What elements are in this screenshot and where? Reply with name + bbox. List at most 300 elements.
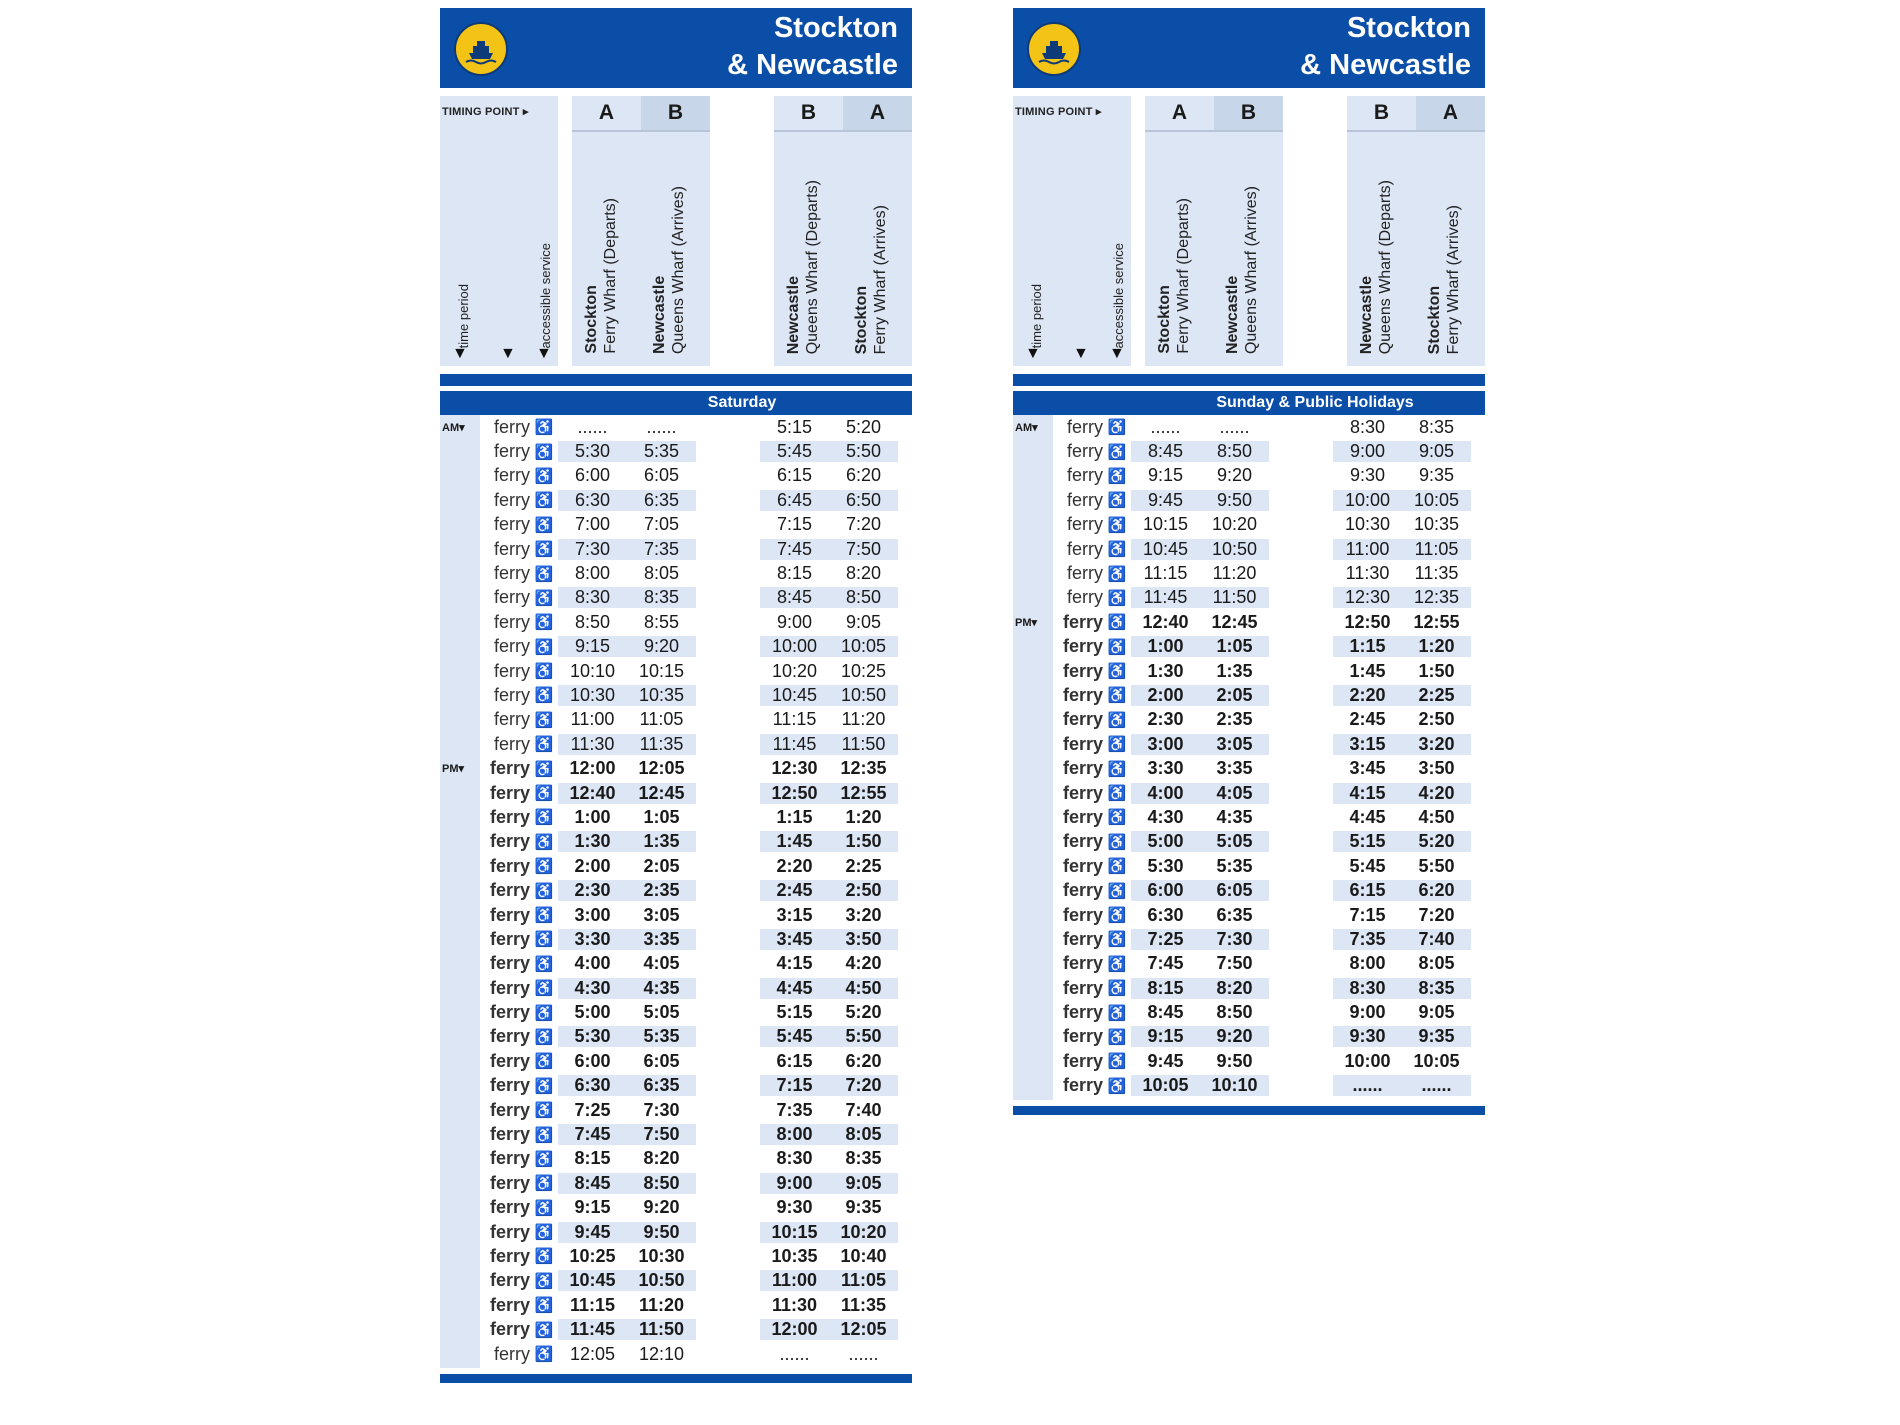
time-cell: 2:00	[1131, 685, 1200, 706]
transport-mode: ferry	[489, 1294, 530, 1315]
time-cell: 9:00	[1333, 441, 1402, 462]
transport-mode: ferry	[1062, 660, 1103, 681]
wheelchair-icon: ♿	[1107, 1077, 1127, 1095]
time-cell: 11:15	[1143, 563, 1188, 584]
time-cell: 10:45	[558, 1270, 627, 1291]
wheelchair-icon: ♿	[1107, 614, 1127, 632]
time-cell: 10:10	[569, 660, 616, 681]
timing-letter: B	[1373, 101, 1390, 124]
time-cell: 3:00	[1131, 734, 1200, 755]
transport-mode: ferry	[489, 1319, 530, 1340]
wheelchair-icon: ♿	[534, 882, 554, 900]
accessible-service-label: accessible service	[538, 242, 553, 348]
stop-label: Newcastle Queens Wharf (Arrives)	[651, 185, 687, 354]
table-row	[440, 1293, 912, 1317]
time-cell: 9:20	[643, 1197, 680, 1218]
time-cell: 4:20	[845, 953, 882, 974]
time-cell: 12:10	[638, 1343, 685, 1364]
time-cell: 12:35	[1402, 587, 1471, 608]
transport-mode: ferry	[1067, 489, 1103, 510]
time-cell: 4:15	[1333, 783, 1402, 804]
wheelchair-icon: ♿	[534, 711, 554, 729]
table-row	[1013, 415, 1485, 439]
wheelchair-icon: ♿	[1107, 907, 1127, 924]
time-cell: 8:45	[1147, 1002, 1184, 1023]
time-cell: 7:30	[1200, 929, 1269, 950]
transport-mode: ferry	[494, 1343, 530, 1364]
time-cell: 4:50	[1418, 806, 1455, 827]
time-cell: 12:55	[1413, 611, 1460, 632]
time-cell: 12:45	[1211, 611, 1258, 632]
table-row	[440, 659, 912, 683]
time-cell: 1:20	[1402, 636, 1471, 657]
time-cell: 8:45	[558, 1173, 627, 1194]
time-period-marker: PM▾	[1015, 616, 1038, 629]
time-cell: 5:30	[558, 441, 627, 462]
time-cell: 9:30	[1333, 1026, 1402, 1047]
wheelchair-icon: ♿	[534, 1028, 554, 1046]
time-cell: 7:20	[845, 514, 882, 535]
time-cell: 1:00	[1131, 636, 1200, 657]
table-row	[1013, 1049, 1485, 1073]
time-cell: 7:50	[627, 1124, 696, 1145]
timing-point-label: TIMING POINT ▸	[1015, 106, 1102, 118]
time-cell: 7:50	[829, 539, 898, 560]
time-cell: 10:30	[638, 1245, 685, 1266]
down-arrow-icon: ▼	[452, 345, 468, 362]
time-cell: 9:45	[558, 1222, 627, 1243]
table-row	[440, 1244, 912, 1268]
timetable-saturday	[440, 8, 912, 1383]
time-cell: 11:35	[1414, 563, 1459, 584]
time-cell: 5:00	[1131, 831, 1200, 852]
transport-mode: ferry	[489, 782, 530, 803]
time-cell: 9:00	[760, 1173, 829, 1194]
transport-mode: ferry	[1062, 953, 1103, 974]
time-cell: 2:25	[1402, 685, 1471, 706]
transport-mode: ferry	[1067, 514, 1103, 535]
time-cell: 12:55	[829, 783, 898, 804]
time-cell: 1:35	[1216, 660, 1253, 681]
timetable-rows	[1013, 415, 1485, 1100]
table-row	[440, 1171, 912, 1195]
wheelchair-icon: ♿	[1107, 687, 1127, 705]
time-cell: 6:15	[776, 1050, 813, 1071]
wheelchair-icon: ♿	[1107, 1028, 1127, 1046]
time-cell: 5:30	[1147, 855, 1184, 876]
transport-mode: ferry	[1062, 733, 1103, 754]
time-cell: 2:20	[1333, 685, 1402, 706]
wheelchair-icon: ♿	[534, 931, 554, 949]
wheelchair-icon: ♿	[1107, 955, 1127, 973]
down-arrow-icon: ▼	[1025, 345, 1041, 362]
time-cell: 4:00	[1131, 783, 1200, 804]
time-cell: 2:35	[627, 880, 696, 901]
time-cell: 11:35	[627, 734, 696, 755]
time-cell: 11:50	[829, 734, 898, 755]
table-row	[1013, 586, 1485, 610]
table-row	[1013, 903, 1485, 927]
time-cell: 11:00	[570, 709, 615, 730]
down-arrow-icon: ▼	[500, 345, 516, 362]
wheelchair-icon: ♿	[534, 833, 554, 851]
time-cell: 2:50	[829, 880, 898, 901]
time-cell: 3:05	[1200, 734, 1269, 755]
transport-mode: ferry	[489, 1124, 530, 1145]
time-cell: 7:50	[1216, 953, 1253, 974]
time-cell: 11:05	[829, 1270, 898, 1291]
transport-mode: ferry	[489, 758, 530, 779]
timing-letter: B	[800, 101, 817, 124]
time-cell: 9:30	[776, 1197, 813, 1218]
table-row	[440, 415, 912, 439]
time-cell: 8:15	[1131, 978, 1200, 999]
time-cell: 10:25	[840, 660, 887, 681]
transport-mode: ferry	[494, 489, 530, 510]
time-period-label: time period	[456, 283, 471, 348]
time-cell: 8:35	[845, 1148, 882, 1169]
transport-mode: ferry	[489, 1026, 530, 1047]
table-row	[1013, 659, 1485, 683]
timing-letter: B	[641, 96, 710, 130]
time-cell: 2:50	[1418, 709, 1455, 730]
transport-mode: ferry	[494, 538, 530, 559]
time-cell: 9:05	[829, 1173, 898, 1194]
time-cell: 7:35	[627, 539, 696, 560]
time-cell: 7:35	[1333, 929, 1402, 950]
timing-point-label: TIMING POINT ▸	[442, 106, 529, 118]
time-cell: 9:50	[627, 1222, 696, 1243]
time-cell: 5:15	[1333, 831, 1402, 852]
time-cell: 11:15	[772, 709, 817, 730]
table-row	[440, 635, 912, 659]
time-cell: 8:05	[643, 563, 680, 584]
time-cell: 8:50	[1200, 441, 1269, 462]
wheelchair-icon: ♿	[534, 809, 554, 827]
time-cell: 9:00	[1349, 1002, 1386, 1023]
time-cell: 2:45	[1349, 709, 1386, 730]
table-row	[440, 1317, 912, 1341]
time-cell: 7:40	[845, 1099, 882, 1120]
transport-mode: ferry	[494, 684, 530, 705]
time-cell: 12:00	[760, 1319, 829, 1340]
time-cell: 10:15	[638, 660, 685, 681]
transport-mode: ferry	[489, 1148, 530, 1169]
route-title: Stockton & Newcastle	[1300, 12, 1471, 81]
time-cell: 6:20	[845, 465, 882, 486]
transport-mode: ferry	[1067, 441, 1103, 462]
timetable-header	[440, 8, 912, 88]
time-cell: 9:15	[574, 1197, 611, 1218]
accessible-service-label: accessible service	[1111, 242, 1126, 348]
time-cell: 1:20	[845, 806, 882, 827]
time-cell: 1:15	[1333, 636, 1402, 657]
time-cell: 6:50	[829, 490, 898, 511]
time-cell: 7:30	[643, 1099, 680, 1120]
time-cell: 12:05	[569, 1343, 616, 1364]
transport-mode: ferry	[494, 660, 530, 681]
time-cell: 3:35	[1216, 758, 1253, 779]
table-row	[440, 439, 912, 463]
time-cell: ......	[577, 416, 608, 437]
stop-label: Stockton Ferry Wharf (Arrives)	[853, 204, 889, 354]
time-cell: 2:35	[1216, 709, 1253, 730]
time-cell: 6:05	[643, 1050, 680, 1071]
time-cell: 2:20	[776, 855, 813, 876]
table-row	[440, 854, 912, 878]
transport-mode: ferry	[1062, 880, 1103, 901]
time-cell: 8:05	[1418, 953, 1455, 974]
time-cell: 12:30	[771, 758, 818, 779]
transport-mode: ferry	[489, 1075, 530, 1096]
down-arrow-icon: ▼	[1109, 345, 1125, 362]
table-row	[440, 1074, 912, 1098]
time-cell: 11:45	[760, 734, 829, 755]
time-cell: 8:30	[558, 587, 627, 608]
time-cell: 10:30	[1344, 514, 1391, 535]
time-cell: 12:40	[558, 783, 627, 804]
time-cell: 5:05	[1200, 831, 1269, 852]
wheelchair-icon: ♿	[534, 1053, 554, 1071]
time-cell: 5:35	[627, 441, 696, 462]
table-row	[440, 927, 912, 951]
table-row	[440, 756, 912, 780]
time-cell: 4:45	[760, 978, 829, 999]
time-cell: 5:05	[643, 1002, 680, 1023]
time-cell: 1:50	[829, 831, 898, 852]
time-cell: 9:15	[558, 636, 627, 657]
time-cell: 4:00	[574, 953, 611, 974]
table-row	[440, 1196, 912, 1220]
wheelchair-icon: ♿	[1107, 931, 1127, 949]
transport-mode: ferry	[1062, 1050, 1103, 1071]
table-row	[440, 805, 912, 829]
wheelchair-icon: ♿	[534, 1224, 554, 1242]
time-cell: 11:20	[1212, 563, 1257, 584]
time-cell: 11:00	[1333, 539, 1402, 560]
time-cell: 7:45	[1147, 953, 1184, 974]
time-cell: 5:45	[760, 441, 829, 462]
time-cell: 8:45	[760, 587, 829, 608]
time-cell: 6:00	[1131, 880, 1200, 901]
wheelchair-icon: ♿	[1107, 565, 1127, 583]
time-cell: 1:45	[1349, 660, 1386, 681]
time-cell: 10:00	[1333, 490, 1402, 511]
time-cell: 9:05	[1402, 441, 1471, 462]
time-cell: 5:20	[1402, 831, 1471, 852]
time-cell: 8:30	[776, 1148, 813, 1169]
timing-letter: B	[1214, 96, 1283, 130]
time-cell: 8:35	[1402, 978, 1471, 999]
time-cell: 11:20	[638, 1294, 685, 1315]
table-row	[1013, 464, 1485, 488]
time-cell: 7:15	[760, 1075, 829, 1096]
time-cell: 3:45	[760, 929, 829, 950]
timing-letter: A	[1416, 96, 1485, 130]
wheelchair-icon: ♿	[1107, 663, 1127, 681]
time-cell: 1:35	[627, 831, 696, 852]
time-cell: 9:20	[1200, 1026, 1269, 1047]
day-heading: Sunday & Public Holidays	[1013, 391, 1485, 415]
transport-mode: ferry	[494, 441, 530, 462]
time-cell: 6:15	[1333, 880, 1402, 901]
time-cell: 8:30	[1333, 978, 1402, 999]
time-cell: 11:45	[558, 1319, 627, 1340]
time-cell: 12:05	[638, 758, 685, 779]
table-row	[1013, 708, 1485, 732]
table-row	[440, 708, 912, 732]
time-cell: 7:45	[558, 1124, 627, 1145]
time-cell: 2:25	[845, 855, 882, 876]
time-cell: 4:05	[1200, 783, 1269, 804]
time-cell: 11:50	[1200, 587, 1269, 608]
wheelchair-icon: ♿	[534, 1175, 554, 1193]
time-cell: 8:05	[829, 1124, 898, 1145]
time-cell: 6:35	[627, 1075, 696, 1096]
transport-mode: ferry	[489, 1221, 530, 1242]
time-cell: 9:15	[1131, 1026, 1200, 1047]
time-cell: 2:00	[574, 855, 611, 876]
time-cell: 10:20	[771, 660, 818, 681]
wheelchair-icon: ♿	[1107, 1004, 1127, 1022]
time-cell: 6:45	[760, 490, 829, 511]
time-cell: 8:50	[829, 587, 898, 608]
time-cell: 4:30	[558, 978, 627, 999]
table-row	[440, 586, 912, 610]
wheelchair-icon: ♿	[534, 565, 554, 583]
wheelchair-icon: ♿	[534, 1346, 554, 1364]
table-row	[440, 537, 912, 561]
table-row	[440, 732, 912, 756]
table-row	[440, 952, 912, 976]
wheelchair-icon: ♿	[1107, 882, 1127, 900]
down-arrow-icon: ▼	[1073, 345, 1089, 362]
wheelchair-icon: ♿	[1107, 467, 1127, 485]
time-cell: 12:40	[1142, 611, 1189, 632]
time-cell: 10:45	[760, 685, 829, 706]
time-cell: 11:30	[1345, 563, 1390, 584]
time-cell: 6:05	[643, 465, 680, 486]
time-cell: 3:20	[845, 904, 882, 925]
time-cell: 7:05	[643, 514, 680, 535]
time-cell: 10:25	[569, 1245, 616, 1266]
time-cell: 10:45	[1131, 539, 1200, 560]
wheelchair-icon: ♿	[1107, 736, 1127, 754]
table-row	[440, 1220, 912, 1244]
table-row	[1013, 830, 1485, 854]
table-row	[440, 1147, 912, 1171]
route-title: Stockton & Newcastle	[727, 12, 898, 81]
wheelchair-icon: ♿	[1107, 541, 1127, 559]
transport-mode: ferry	[489, 953, 530, 974]
time-cell: 3:15	[776, 904, 813, 925]
time-cell: 7:35	[776, 1099, 813, 1120]
time-cell: 11:05	[639, 709, 684, 730]
time-cell: ......	[1402, 1075, 1471, 1096]
time-cell: 9:30	[1349, 465, 1386, 486]
table-row	[1013, 927, 1485, 951]
time-cell: 8:15	[574, 1148, 611, 1169]
time-cell: ......	[1150, 416, 1181, 437]
stop-label: Stockton Ferry Wharf (Departs)	[1156, 198, 1192, 354]
time-cell: 8:50	[1216, 1002, 1253, 1023]
time-cell: 7:20	[829, 1075, 898, 1096]
transport-mode: ferry	[494, 563, 530, 584]
down-arrow-icon: ▼	[536, 345, 552, 362]
time-cell: 12:45	[627, 783, 696, 804]
wheelchair-icon: ♿	[1107, 760, 1127, 778]
time-cell: 1:45	[760, 831, 829, 852]
time-cell: 5:50	[829, 441, 898, 462]
time-cell: 7:20	[1418, 904, 1455, 925]
transport-mode: ferry	[489, 1002, 530, 1023]
time-cell: 9:05	[845, 611, 882, 632]
time-cell: 11:45	[1131, 587, 1200, 608]
wheelchair-icon: ♿	[534, 1321, 554, 1339]
time-cell: 8:50	[574, 611, 611, 632]
transport-mode: ferry	[1067, 416, 1103, 437]
wheelchair-icon: ♿	[534, 736, 554, 754]
time-cell: 10:30	[558, 685, 627, 706]
time-cell: 9:05	[1418, 1002, 1455, 1023]
time-cell: ......	[779, 1343, 810, 1364]
transport-mode: ferry	[1067, 587, 1103, 608]
time-cell: 11:15	[569, 1294, 616, 1315]
table-row	[440, 683, 912, 707]
table-row	[1013, 756, 1485, 780]
table-row	[440, 610, 912, 634]
time-cell: 4:15	[776, 953, 813, 974]
time-cell: 5:35	[1216, 855, 1253, 876]
wheelchair-icon: ♿	[534, 419, 554, 437]
timetable-sunday-public-holidays	[1013, 8, 1485, 1115]
table-row	[1013, 439, 1485, 463]
time-cell: 8:30	[1349, 416, 1386, 437]
table-row	[440, 561, 912, 585]
wheelchair-icon: ♿	[534, 955, 554, 973]
time-cell: 12:50	[1344, 611, 1391, 632]
time-cell: 3:30	[1147, 758, 1184, 779]
transport-mode: ferry	[489, 880, 530, 901]
table-row	[1013, 878, 1485, 902]
table-row	[440, 1000, 912, 1024]
wheelchair-icon: ♿	[534, 980, 554, 998]
table-row	[1013, 952, 1485, 976]
time-cell: 2:05	[1200, 685, 1269, 706]
transport-mode: ferry	[1062, 855, 1103, 876]
wheelchair-icon: ♿	[1107, 809, 1127, 827]
time-cell: 7:15	[776, 514, 813, 535]
wheelchair-icon: ♿	[1107, 492, 1127, 510]
time-cell: 8:00	[1349, 953, 1386, 974]
transport-mode: ferry	[1062, 758, 1103, 779]
wheelchair-icon: ♿	[1107, 785, 1127, 803]
time-cell: 9:50	[1200, 490, 1269, 511]
time-cell: 3:45	[1349, 758, 1386, 779]
time-cell: 4:30	[1147, 806, 1184, 827]
time-cell: 10:05	[1402, 490, 1471, 511]
transport-mode: ferry	[489, 1270, 530, 1291]
table-row	[1013, 805, 1485, 829]
wheelchair-icon: ♿	[1107, 638, 1127, 656]
transport-mode: ferry	[489, 1197, 530, 1218]
transport-mode: ferry	[494, 465, 530, 486]
transport-mode: ferry	[489, 806, 530, 827]
wheelchair-icon: ♿	[1107, 443, 1127, 461]
table-row	[440, 488, 912, 512]
transport-mode: ferry	[494, 636, 530, 657]
wheelchair-icon: ♿	[534, 1248, 554, 1266]
